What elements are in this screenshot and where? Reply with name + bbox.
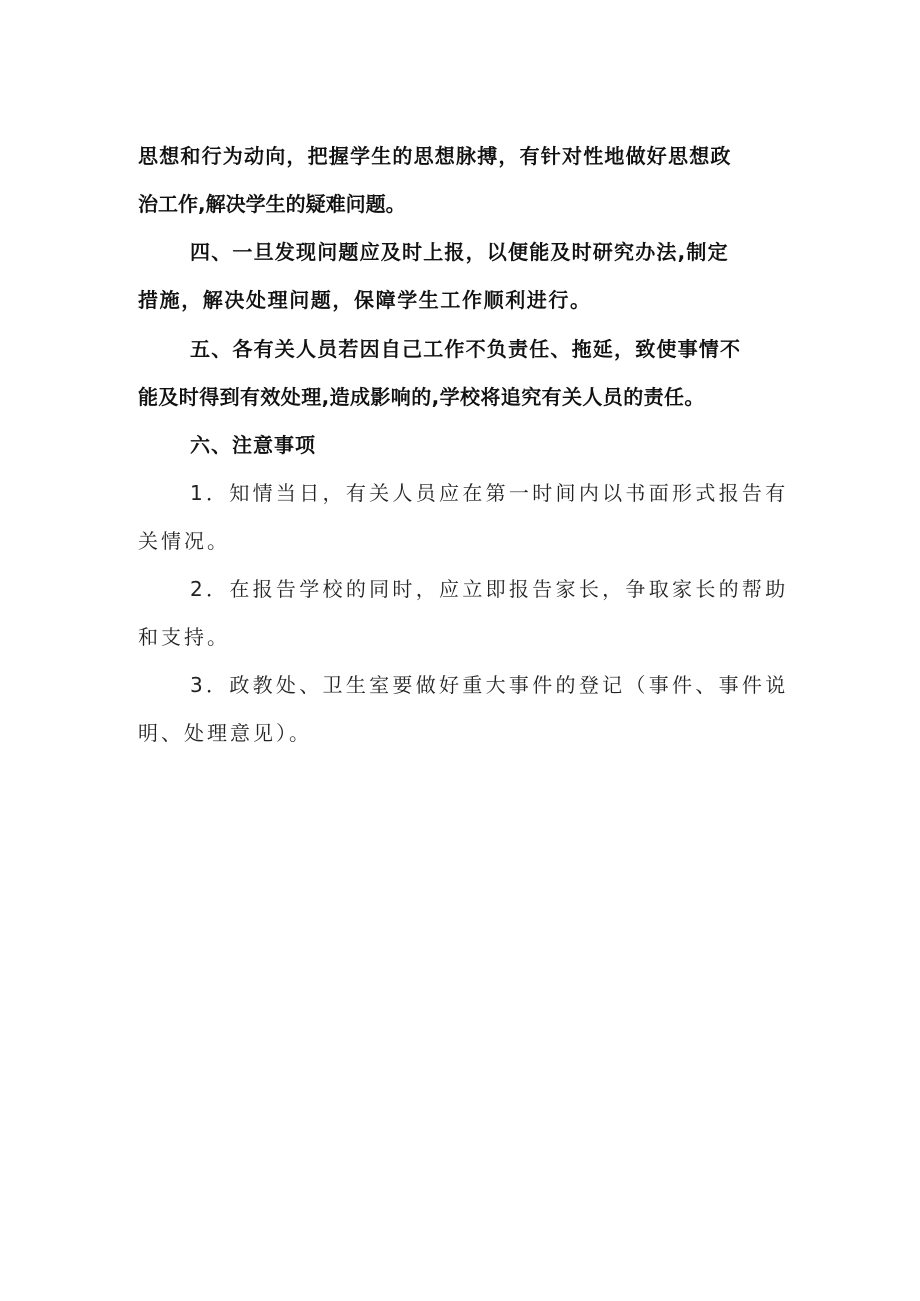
item-1-line-2: 关情况。 <box>138 529 230 553</box>
section-heading-precautions: 六、注意事项 <box>190 433 316 457</box>
paragraph-4-line-1: 四、一旦发现问题应及时上报，以便能及时研究办法,制定 <box>190 240 729 264</box>
item-2-line-2: 和支持。 <box>138 625 230 649</box>
paragraph-3-line-1: 思想和行为动向，把握学生的思想脉搏，有针对性地做好思想政 <box>138 144 732 168</box>
paragraph-3-line-2: 治工作,解决学生的疑难问题。 <box>138 192 406 216</box>
item-3-line-2: 明、处理意见）。 <box>138 721 312 745</box>
paragraph-4-line-2: 措施，解决处理问题，保障学生工作顺利进行。 <box>138 288 592 312</box>
item-1-line-1: 1．知情当日，有关人员应在第一时间内以书面形式报告有 <box>190 481 789 505</box>
item-2-line-1: 2．在报告学校的同时，应立即报告家长，争取家长的帮助 <box>190 577 789 601</box>
paragraph-5-line-2: 能及时得到有效处理,造成影响的,学校将追究有关人员的责任。 <box>138 385 705 409</box>
paragraph-5-line-1: 五、各有关人员若因自己工作不负责任、拖延，致使事情不 <box>190 337 742 361</box>
item-3-line-1: 3．政教处、卫生室要做好重大事件的登记（事件、事件说 <box>190 673 789 697</box>
